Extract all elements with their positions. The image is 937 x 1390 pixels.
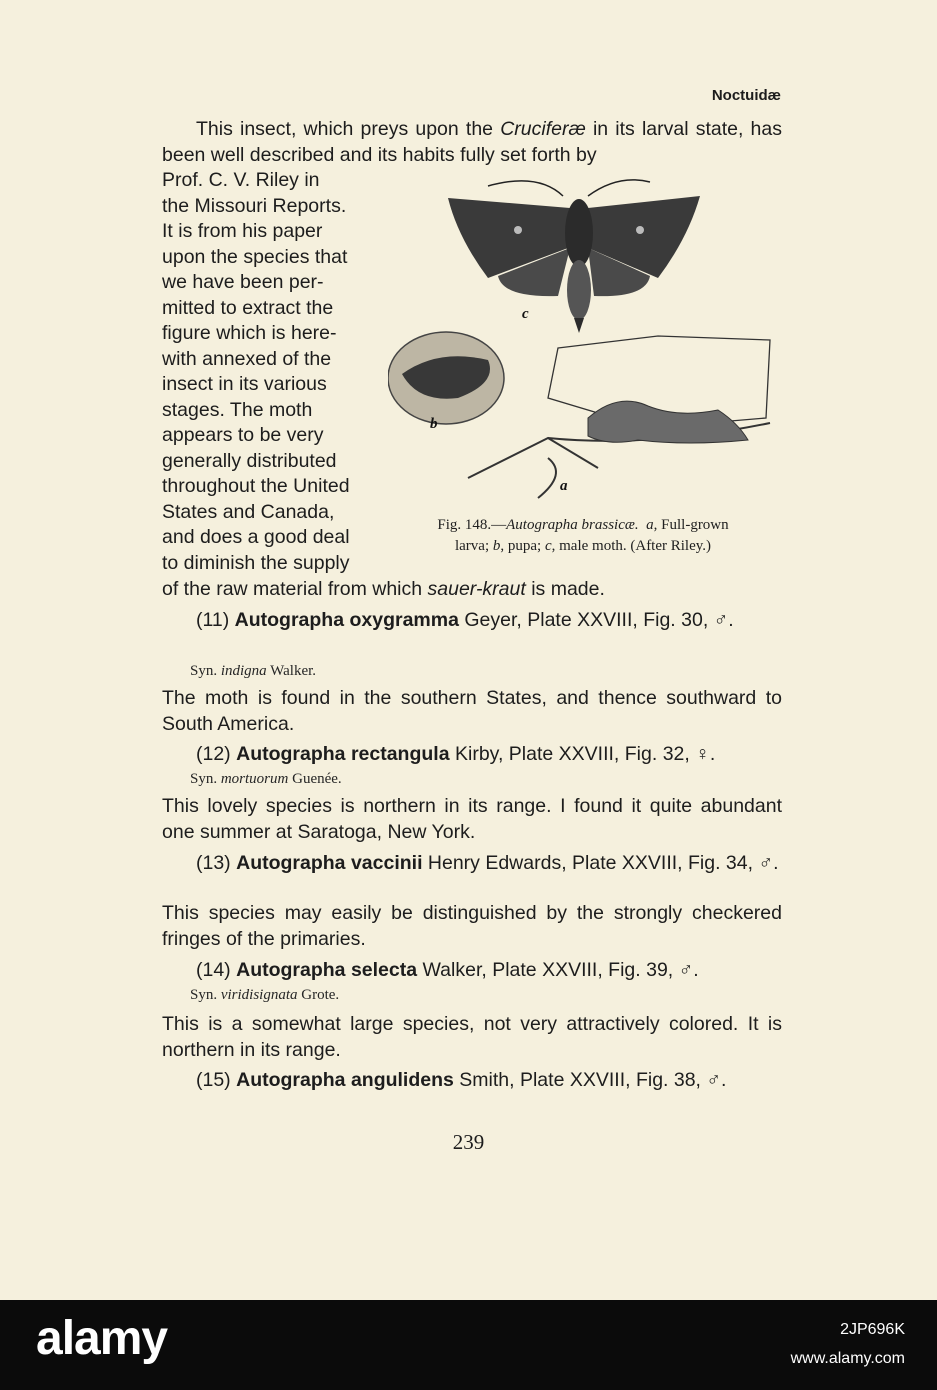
moth-illustration: [388, 178, 784, 514]
caption-species: Autographa brassicæ.: [506, 517, 639, 533]
column-line: the Missouri Reports.: [162, 194, 347, 217]
figure-label-c: c: [522, 306, 529, 322]
watermark-url: www.alamy.com: [790, 1350, 905, 1367]
entry-number: (11): [196, 609, 230, 631]
species-entry-heading: [162, 958, 782, 984]
intro-text-post: in its larval state, has been well described and its habits fully set forth by: [162, 118, 783, 166]
column-line: mitted to extract the: [162, 296, 334, 319]
column-line: to diminish the supply: [162, 551, 350, 574]
synonym-line: [190, 663, 316, 680]
species-description: This is a somewhat large species, not very attractively colored. It is northern in its range.: [162, 1013, 782, 1061]
column-line: States and Canada,: [162, 500, 335, 523]
entry-species-name: Autographa rectangula: [236, 743, 450, 765]
watermark-logo: alamy: [36, 1312, 168, 1365]
entry-species-name: Autographa angulidens: [236, 1069, 454, 1091]
species-description: This lovely species is northern in its range. I found it quite abundant one summer at Saratoga, New York.: [162, 795, 782, 843]
column-line: with annexed of the: [162, 347, 332, 370]
entry-number: (15): [196, 1069, 231, 1091]
syn-name: viridisignata: [220, 987, 298, 1003]
species-description: This species may easily be distinguished by the strongly checkered fringes of the primaries.: [162, 902, 782, 950]
column-line: we have been per-: [162, 271, 324, 293]
syn-name: mortuorum: [220, 771, 289, 787]
closing-italic: sauer-kraut: [427, 578, 526, 600]
column-line: insect in its various: [162, 373, 327, 395]
caption-b: b: [492, 538, 501, 554]
column-line: It is from his paper: [162, 220, 323, 242]
column-line: and does a good deal: [162, 526, 350, 548]
syn-author: Guenée.: [288, 771, 342, 787]
caption-a: a: [646, 517, 654, 533]
watermark-image-id: 2JP696K: [840, 1321, 905, 1338]
intro-paragraph: [162, 117, 782, 168]
syn-label: Syn.: [190, 663, 221, 679]
caption-prefix: Fig. 148.—: [437, 517, 507, 533]
closing-pre: of the raw material from which: [162, 578, 428, 600]
entry-species-name: Autographa vaccinii: [236, 852, 423, 874]
figure-label-b: b: [430, 416, 438, 432]
closing-line: [162, 577, 782, 603]
syn-author: Grote.: [297, 987, 340, 1003]
column-line: upon the species that: [162, 245, 348, 268]
species-description: The moth is found in the southern States, and thence southward to South America.: [162, 687, 782, 735]
entry-reference: Walker, Plate XXVIII, Fig. 39, ♂.: [417, 959, 699, 981]
caption-a-text: , Full-grown: [653, 517, 729, 533]
species-entry-heading: [162, 851, 782, 877]
column-line: stages. The moth: [162, 398, 313, 421]
syn-label: Syn.: [190, 771, 221, 787]
larva-on-leaf-drawing: [468, 336, 770, 498]
caption-b-text: , pupa;: [500, 538, 545, 554]
entry-number: (12): [196, 743, 231, 765]
syn-name: indigna: [220, 663, 267, 679]
closing-post: is made.: [525, 578, 605, 600]
figure-label-a: a: [560, 478, 568, 494]
entry-reference: Geyer, Plate XXVIII, Fig. 30, ♂.: [458, 609, 734, 631]
pupa-cocoon-drawing: [388, 332, 504, 424]
moth-drawing: [448, 180, 700, 333]
column-line: generally distributed: [162, 449, 337, 472]
caption-line2-pre: larva;: [454, 538, 493, 554]
entry-number: (14): [196, 959, 231, 981]
entry-reference: Henry Edwards, Plate XXVIII, Fig. 34, ♂.: [422, 852, 779, 874]
synonym-line: [190, 987, 339, 1004]
intro-genus: Cruciferæ: [500, 118, 586, 140]
caption-c: c: [544, 538, 552, 554]
species-entry-heading: [162, 1068, 782, 1094]
syn-author: Walker.: [266, 663, 317, 679]
column-line: throughout the United: [162, 475, 350, 497]
entry-species-name: Autographa oxygramma: [234, 609, 459, 631]
entry-species-name: Autographa selecta: [236, 959, 418, 981]
page-number: 239: [452, 1130, 485, 1154]
entry-number: (13): [196, 852, 231, 874]
syn-label: Syn.: [190, 987, 221, 1003]
entry-reference: Kirby, Plate XXVIII, Fig. 32, ♀.: [449, 743, 716, 765]
column-line: appears to be very: [162, 424, 324, 446]
wrapped-text-column: [162, 168, 368, 576]
species-entry-heading: [162, 742, 782, 768]
column-line: figure which is here-: [162, 322, 337, 344]
figure-caption: [382, 515, 784, 557]
column-line: Prof. C. V. Riley in: [162, 169, 320, 191]
species-entry-heading: [162, 608, 782, 634]
intro-text-pre: This insect, which preys upon the: [196, 118, 501, 140]
running-header: Noctuidæ: [711, 87, 781, 104]
caption-c-text: , male moth. (After Riley.): [551, 538, 712, 554]
entry-reference: Smith, Plate XXVIII, Fig. 38, ♂.: [453, 1069, 727, 1091]
synonym-line: [190, 771, 342, 788]
